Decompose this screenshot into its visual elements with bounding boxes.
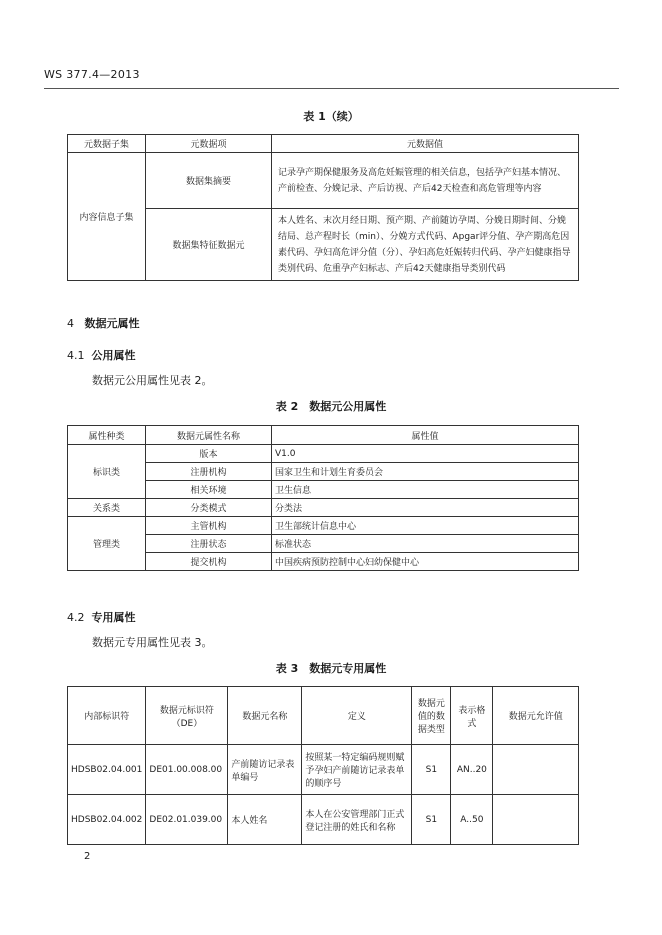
- table3-cell-format: A..50: [451, 795, 493, 845]
- table3-header-format: 表示格式: [451, 687, 493, 745]
- table3-header-definition: 定义: [302, 687, 412, 745]
- section-title: 公用属性: [91, 349, 136, 362]
- table3-cell-internal-id: HDSB02.04.001: [68, 745, 146, 795]
- table1-item-cell: 数据集摘要: [146, 153, 272, 209]
- table1-header-item: 元数据项: [146, 135, 272, 153]
- table3-cell-allowed-values: [493, 795, 579, 845]
- table2-name-cell: 注册机构: [146, 463, 272, 481]
- table3-caption: 表 3 数据元专用属性: [275, 662, 387, 675]
- table2-name-cell: 注册状态: [146, 535, 272, 553]
- table1-header-subset: 元数据子集: [68, 135, 146, 153]
- table3-cell-format: AN..20: [451, 745, 493, 795]
- page-number: 2: [84, 851, 91, 862]
- table1-value-cell: 记录孕产期保健服务及高危妊娠管理的相关信息，包括孕产妇基本情况、产前检查、分娩记录、产后访视、产后42天检查和高危管理等内容: [272, 153, 579, 209]
- table2-name-cell: 版本: [146, 445, 272, 463]
- table2-value-cell: 卫生部统计信息中心: [272, 517, 579, 535]
- table2-name-cell: 主管机构: [146, 517, 272, 535]
- table2-value-cell: 国家卫生和计划生育委员会: [272, 463, 579, 481]
- section-number: 4: [67, 317, 74, 330]
- section-title: 数据元属性: [84, 317, 140, 330]
- document-header-code: WS 377.4—2013: [44, 68, 140, 81]
- header-rule: [44, 88, 619, 89]
- table1-item-cell: 数据集特征数据元: [146, 209, 272, 281]
- table1: [67, 134, 579, 281]
- table3-cell-internal-id: HDSB02.04.002: [68, 795, 146, 845]
- section-title: 专用属性: [91, 611, 136, 624]
- table2-value-cell: 卫生信息: [272, 481, 579, 499]
- section-4-1-heading: [67, 347, 136, 363]
- section-number: 4.2: [67, 611, 85, 624]
- table2-header-kind: 属性种类: [68, 426, 146, 445]
- table3-header-de-id: 数据元标识符（DE）: [146, 687, 228, 745]
- table2-kind-cell: 管理类: [68, 517, 146, 571]
- table2-caption: 表 2 数据元公用属性: [275, 400, 387, 413]
- table3-cell-definition: 本人在公安管理部门正式登记注册的姓氏和名称: [302, 795, 412, 845]
- table3-header-internal-id: 内部标识符: [68, 687, 146, 745]
- section-number: 4.1: [67, 349, 85, 362]
- table3-header-allowed-values: 数据元允许值: [493, 687, 579, 745]
- table3-cell-de-id: DE01.00.008.00: [146, 745, 228, 795]
- table3-header-data-type: 数据元值的数据类型: [412, 687, 451, 745]
- table2-header-value: 属性值: [272, 426, 579, 445]
- section-4-1-text: 数据元公用属性见表 2。: [92, 374, 213, 387]
- section-4-2-text: 数据元专用属性见表 3。: [92, 636, 213, 649]
- section-4-heading: [67, 315, 140, 331]
- table2-header-name: 数据元属性名称: [146, 426, 272, 445]
- table2-kind-cell: 标识类: [68, 445, 146, 499]
- table3-cell-de-name: 本人姓名: [228, 795, 302, 845]
- table3-cell-data-type: S1: [412, 745, 451, 795]
- table3-cell-allowed-values: [493, 745, 579, 795]
- table1-value-cell: 本人姓名、末次月经日期、预产期、产前随访孕周、分娩日期时间、分娩结局、总产程时长（min）、分娩方式代码、Apgar评分值、孕产期高危因素代码、孕妇高危评分值（分）、孕妇高危妊娠转归代码、孕产妇健康指导类别代码、危重孕产妇标志、产后42天健康指导类别代码: [272, 209, 579, 281]
- table2-value-cell: 分类法: [272, 499, 579, 517]
- table3-header-de-name: 数据元名称: [228, 687, 302, 745]
- table1-group-cell: 内容信息子集: [68, 153, 146, 281]
- table2: [67, 425, 579, 571]
- table3-cell-definition: 按照某一特定编码规则赋予孕妇产前随访记录表单的顺序号: [302, 745, 412, 795]
- table3: [67, 686, 579, 845]
- table2-name-cell: 提交机构: [146, 553, 272, 571]
- table1-header-value: 元数据值: [272, 135, 579, 153]
- table1-caption: 表 1（续）: [303, 110, 359, 123]
- table2-name-cell: 相关环境: [146, 481, 272, 499]
- table2-kind-cell: 关系类: [68, 499, 146, 517]
- table2-value-cell: 中国疾病预防控制中心妇幼保健中心: [272, 553, 579, 571]
- table2-value-cell: 标准状态: [272, 535, 579, 553]
- table3-cell-data-type: S1: [412, 795, 451, 845]
- table2-name-cell: 分类模式: [146, 499, 272, 517]
- table3-cell-de-id: DE02.01.039.00: [146, 795, 228, 845]
- table3-cell-de-name: 产前随访记录表单编号: [228, 745, 302, 795]
- table2-value-cell: V1.0: [272, 445, 579, 463]
- section-4-2-heading: [67, 609, 136, 625]
